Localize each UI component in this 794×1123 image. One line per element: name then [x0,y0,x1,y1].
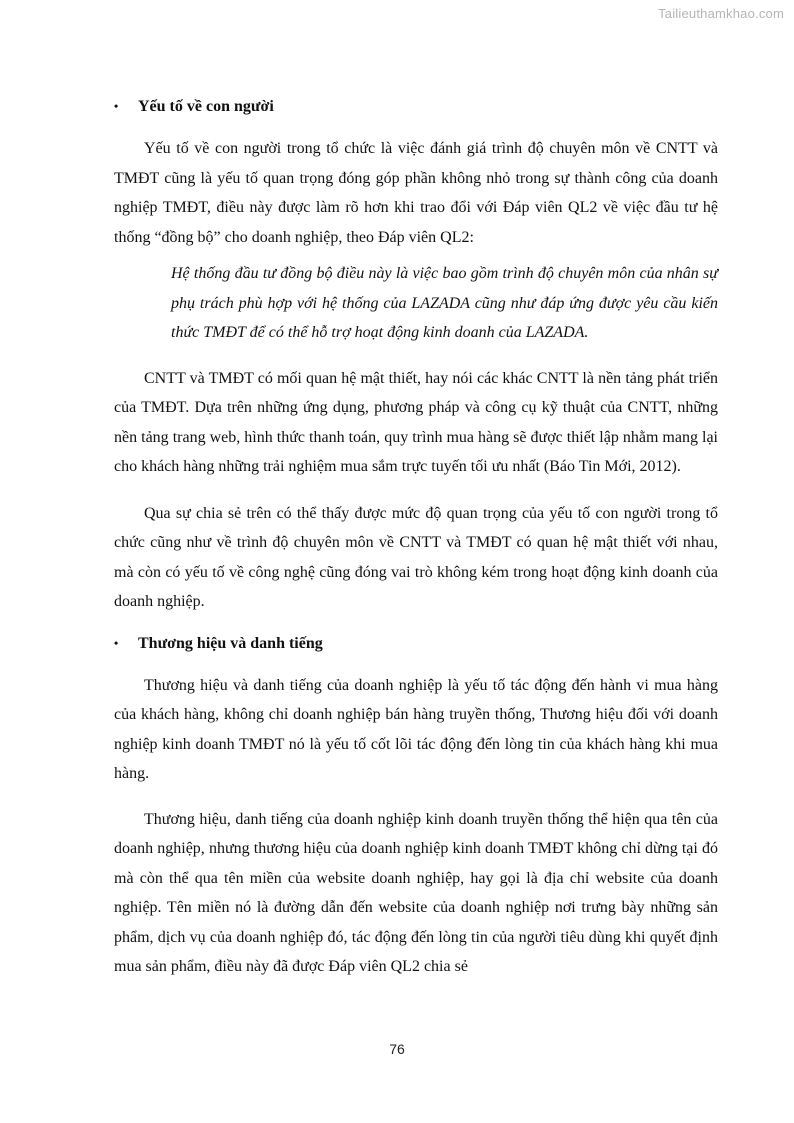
paragraph: Thương hiệu, danh tiếng của doanh nghiệp kinh doanh truyền thống thể hiện qua tên của doanh nghiệp, nhưng thương hiệu của doanh nghiệp kinh doanh TMĐT không chỉ dừng tại đó mà còn thể qua tên miền của website doanh nghiệp, hay gọi là địa chỉ website của doanh nghiệp. Tên miền nó là đường dẫn đến website của doanh nghiệp nơi trưng bày những sản phẩm, dịch vụ của doanh nghiệp đó, tác động đến lòng tin của người tiêu dùng khi quyết định mua sản phẩm, điều này đã được Đáp viên QL2 chia sẻ [114,810,718,975]
section-heading-text: Yếu tố về con người [138,98,274,115]
paragraph: CNTT và TMĐT có mối quan hệ mật thiết, hay nói các khác CNTT là nền tảng phát triển của TMĐT. Dựa trên những ứng dụng, phương pháp và công cụ kỹ thuật của CNTT, những nền tảng trang web, hình thức thanh toán, quy trình mua hàng sẽ được thiết lập nhằm mang lại cho khách hàng những trải nghiệm mua sắm trực tuyến tối ưu nhất (Báo Tin Mới, 2012). [114,369,718,475]
paragraph: Thương hiệu và danh tiếng của doanh nghiệp là yếu tố tác động đến hành vi mua hàng của khách hàng, không chỉ doanh nghiệp bán hàng truyền thống, Thương hiệu đối với doanh nghiệp kinh doanh TMĐT nó là yếu tố cốt lõi tác động đến lòng tin của khách hàng khi mua hàng. [114,676,718,782]
paragraph: Qua sự chia sẻ trên có thể thấy được mức độ quan trọng của yếu tố con người trong tổ chức cũng như về trình độ chuyên môn về CNTT và TMĐT có quan hệ mật thiết với nhau, mà còn có yếu tố về công nghệ cũng đóng vai trò không kém trong hoạt động kinh doanh của doanh nghiệp. [114,504,718,610]
bullet-icon: • [114,635,119,650]
paragraph: Yếu tố về con người trong tổ chức là việc đánh giá trình độ chuyên môn về CNTT và TMĐT cũng là yếu tố quan trọng đóng góp phần không nhỏ trong sự thành công của doanh nghiệp TMĐT, điều này được làm rõ hơn khi trao đổi với Đáp viên QL2 về việc đầu tư hệ thống “đồng bộ” cho doanh nghiệp, theo Đáp viên QL2: [114,140,718,246]
watermark: Tailieuthamkhao.com [658,6,784,21]
page-number: 76 [389,1041,405,1057]
section-heading-human-factor [114,96,718,118]
interview-quote: Hệ thống đầu tư đồng bộ điều này là việc bao gồm trình độ chuyên môn của nhân sự phụ trách phù hợp với hệ thống của LAZADA cũng như đáp ứng được yêu cầu kiến thức TMĐT để có thể hỗ trợ hoạt động kinh doanh của LAZADA. [171,265,718,341]
section-heading-brand-reputation [114,633,718,655]
document-body [114,90,718,982]
section-heading-text: Thương hiệu và danh tiếng [138,634,323,652]
bullet-icon: • [114,99,119,113]
